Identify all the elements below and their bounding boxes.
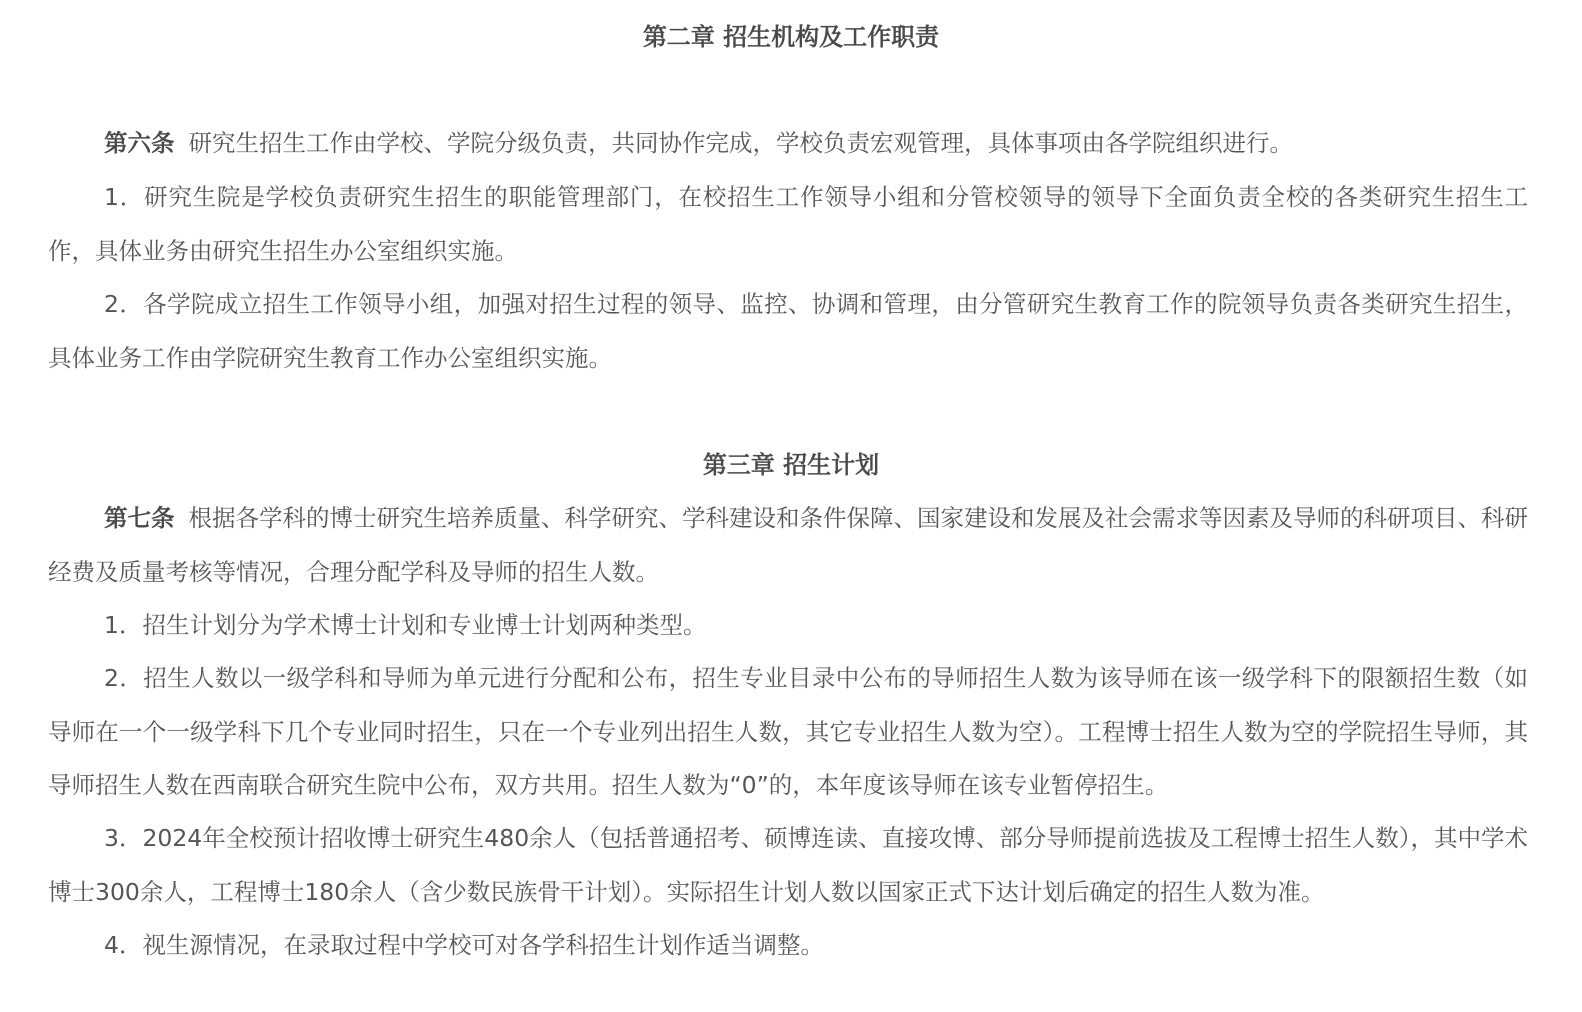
article-6-item-2: 2．各学院成立招生工作领导小组，加强对招生过程的领导、监控、协调和管理，由分管研究生教育工作的院领导负责各类研究生招生，具体业务工作由学院研究生教育工作办公室组织实施。 [48,290,1528,372]
chapter-2-title: 第二章 招生机构及工作职责 [642,23,940,51]
article-6-text: 研究生招生工作由学校、学院分级负责，共同协作完成，学校负责宏观管理，具体事项由各学院组织进行。 [188,129,1293,157]
article-6-number: 第六条 [104,129,175,157]
article-7-item-2: 2．招生人数以一级学科和导师为单元进行分配和公布，招生专业目录中公布的导师招生人数为该导师在该一级学科下的限额招生数（如导师在一个一级学科下几个专业同时招生，只在一个专业列出招生人数，其它专业招生人数为空）。工程博士招生人数为空的学院招生导师，其导师招生人数在西南联合研究生院中公布，双方共用。招生人数为“0”的，本年度该导师在该专业暂停招生。 [48,664,1528,799]
article-7-item-1: 1．招生计划分为学术博士计划和专业博士计划两种类型。 [104,611,707,639]
article-7-number: 第七条 [104,504,175,532]
chapter-3-title: 第三章 招生计划 [702,451,880,479]
article-6-item-1: 1．研究生院是学校负责研究生招生的职能管理部门，在校招生工作领导小组和分管校领导的领导下全面负责全校的各类研究生招生工作，具体业务由研究生招生办公室组织实施。 [48,183,1528,265]
article-7-item-3: 3．2024年全校预计招收博士研究生480余人（包括普通招考、硕博连读、直接攻博、部分导师提前选拔及工程博士招生人数），其中学术博士300余人，工程博士180余人（含少数民族骨干计划）。实际招生计划人数以国家正式下达计划后确定的招生人数为准。 [48,824,1528,906]
article-7-item-4: 4．视生源情况，在录取过程中学校可对各学科招生计划作适当调整。 [104,931,824,959]
article-7-text: 根据各学科的博士研究生培养质量、科学研究、学科建设和条件保障、国家建设和发展及社会需求等因素及导师的科研项目、科研经费及质量考核等情况，合理分配学科及导师的招生人数。 [48,504,1528,586]
article-7 [48,492,1528,599]
article-6 [48,117,1528,171]
